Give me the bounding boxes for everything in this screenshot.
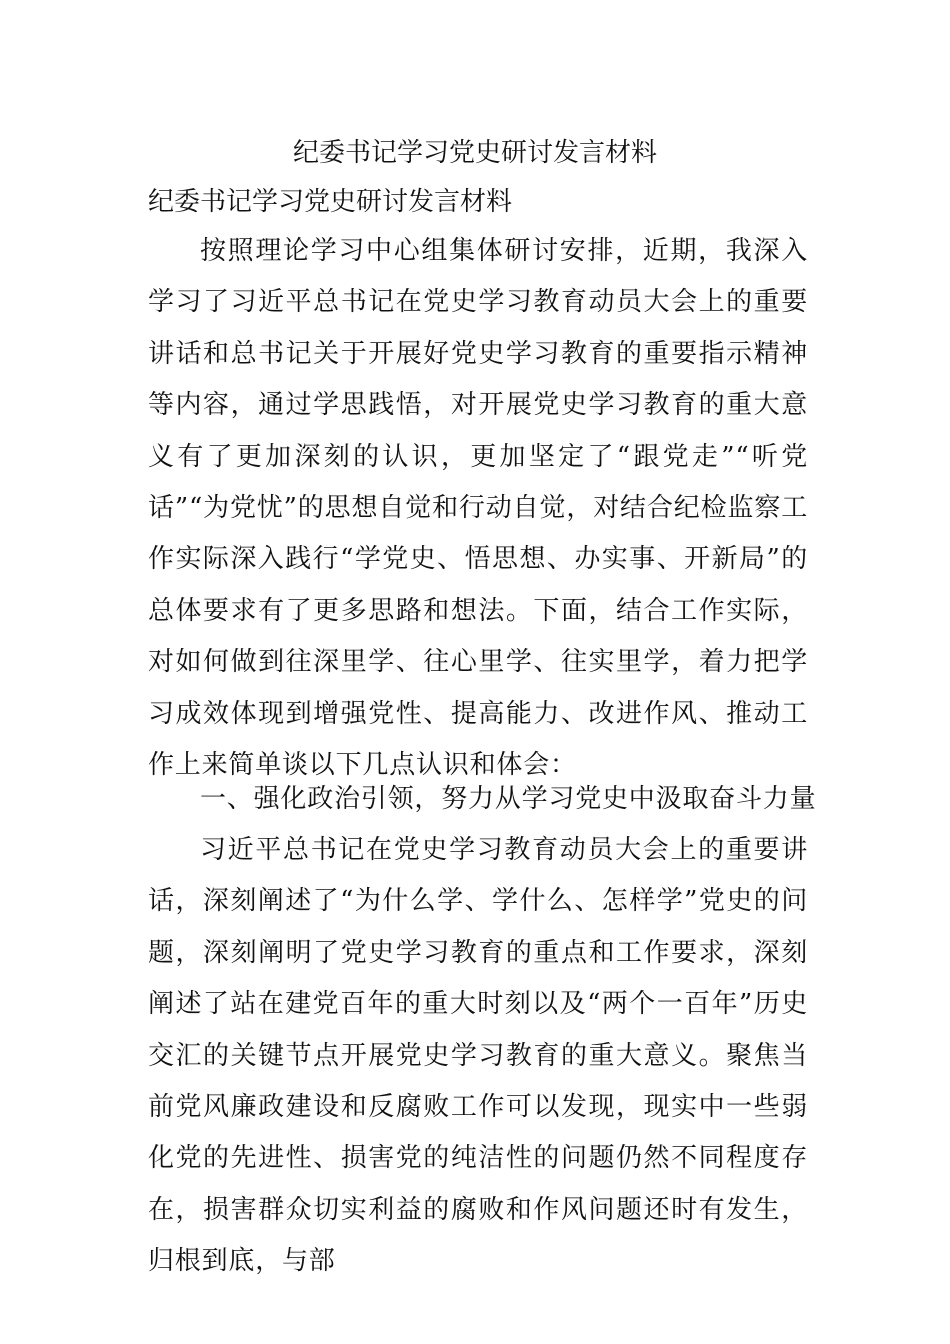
document-subtitle: 纪委书记学习党史研讨发言材料 — [148, 187, 513, 217]
document-title: 纪委书记学习党史研讨发言材料 — [292, 138, 657, 168]
section-heading-1: 一、强化政治引领，努力从学习党史中汲取奋斗力量 — [200, 784, 817, 814]
body-paragraph-2: 习近平总书记在党史学习教育动员大会上的重要讲话，深刻阐述了“为什么学、学什么、怎样学”党史的问题，深刻阐明了党史学习教育的重点和工作要求，深刻阐述了站在建党百年的重大时刻以及“两个一百年”历史交汇的关键节点开展党史学习教育的重大意义。聚焦当前党风廉政建设和反腐败工作可以发现，现实中一些弱化党的先进性、损害党的纯洁性的问题仍然不同程度存在，损害群众切实利益的腐败和作风问题还时有发生，归根到底，与部 — [148, 835, 808, 1277]
body-paragraph-1: 按照理论学习中心组集体研讨安排，近期，我深入学习了习近平总书记在党史学习教育动员大会上的重要讲话和总书记关于开展好党史学习教育的重要指示精神等内容，通过学思践悟，对开展党史学习教育的重大意义有了更加深刻的认识，更加坚定了“跟党走”“听党话”“为党忧”的思想自觉和行动自觉，对结合纪检监察工作实际深入践行“学党史、悟思想、办实事、开新局”的总体要求有了更多思路和想法。下面，结合工作实际，对如何做到往深里学、往心里学、往实里学，着力把学习成效体现到增强党性、提高能力、改进作风、推动工作上来简单谈以下几点认识和体会： — [148, 236, 808, 781]
